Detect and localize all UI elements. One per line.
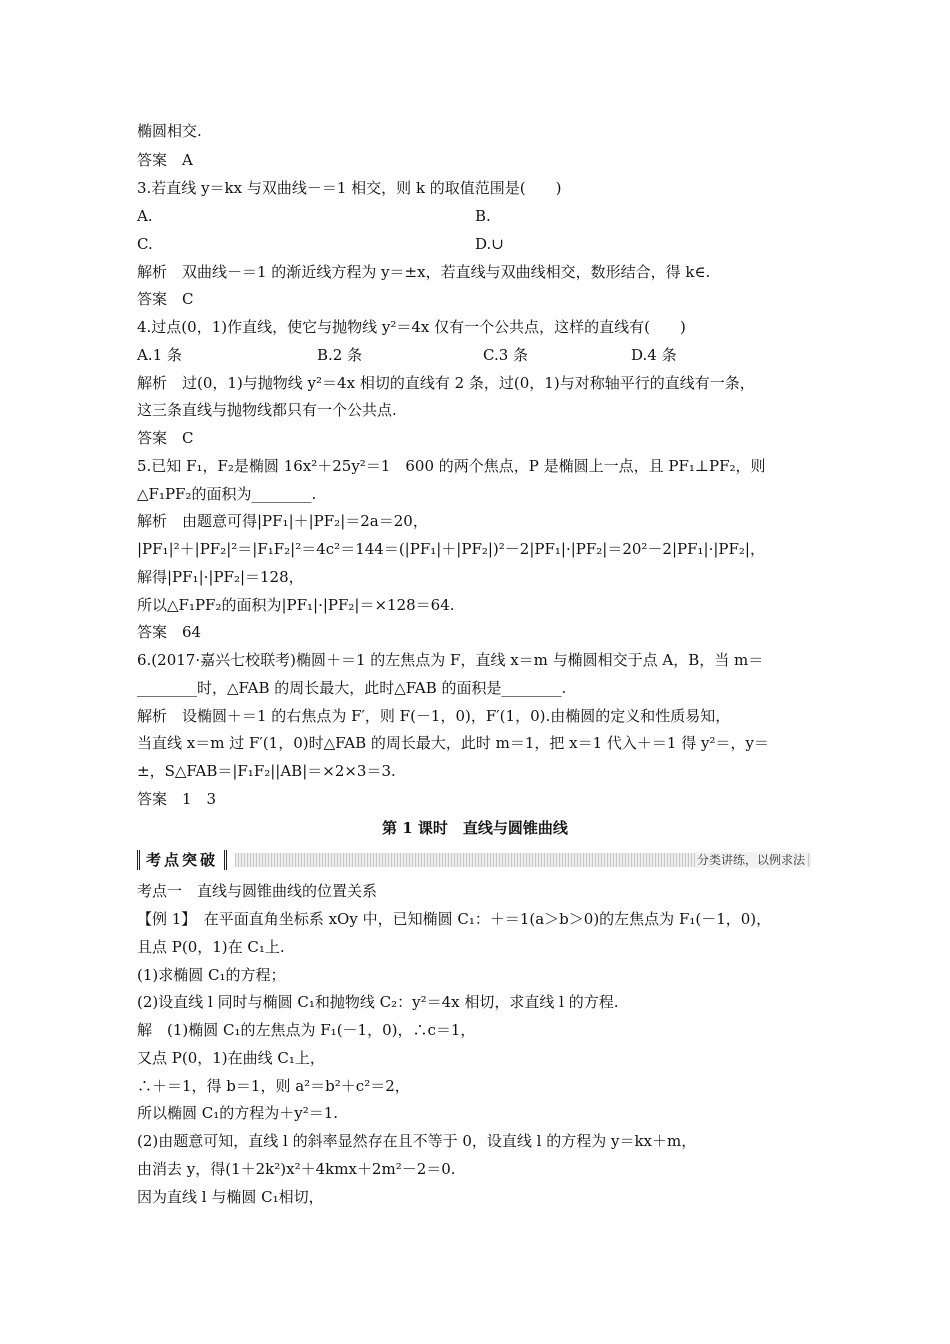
question-4: 4.过点(0，1)作直线，使它与抛物线 y²＝4x 仅有一个公共点，这样的直线有( ) [137, 318, 686, 336]
analysis-line: 解析 双曲线－＝1 的渐近线方程为 y＝±x，若直线与双曲线相交，数形结合，得 k∈. [137, 263, 711, 281]
answer-line: 答案 1 3 [137, 790, 217, 808]
banner-label: 考点突破 [137, 850, 227, 870]
option-d: D.4 条 [631, 346, 677, 364]
example-line: (1)求椭圆 C₁的方程； [137, 966, 286, 984]
solution-line: 又点 P(0，1)在曲线 C₁上， [137, 1049, 325, 1067]
answer-line: 答案 A [137, 151, 193, 169]
option-c: C.3 条 [483, 346, 529, 364]
example-line: 【例 1】 在平面直角坐标系 xOy 中，已知椭圆 C₁：＋＝1(a＞b＞0)的左焦点为 F₁(－1，0)， [137, 910, 772, 928]
analysis-line: ±，S△FAB＝|F₁F₂||AB|＝×2×3＝3. [137, 762, 396, 780]
analysis-line: 解得|PF₁|·|PF₂|＝128， [137, 568, 304, 586]
solution-line: 所以椭圆 C₁的方程为＋y²＝1. [137, 1104, 339, 1122]
option-c: C. [137, 235, 153, 253]
option-b: B. [475, 207, 491, 225]
analysis-line: 当直线 x＝m 过 F′(1，0)时△FAB 的周长最大，此时 m＝1，把 x＝1 代入＋＝1 得 y²＝，y＝ [137, 734, 769, 752]
solution-line: ∴＋＝1，得 b＝1，则 a²＝b²＋c²＝2， [137, 1077, 410, 1095]
question-6: ________时，△FAB 的周长最大，此时△FAB 的面积是________. [137, 679, 567, 697]
analysis-line: 这三条直线与抛物线都只有一个公共点. [137, 401, 397, 419]
solution-line: (2)由题意可知，直线 l 的斜率显然存在且不等于 0，设直线 l 的方程为 y＝kx＋m， [137, 1132, 697, 1150]
question-3: 3.若直线 y＝kx 与双曲线－＝1 相交，则 k 的取值范围是( ) [137, 179, 562, 197]
analysis-line: 解析 过(0，1)与抛物线 y²＝4x 相切的直线有 2 条，过(0，1)与对称轴平行的直线有一条， [137, 374, 755, 392]
solution-line: 解 (1)椭圆 C₁的左焦点为 F₁(－1，0)，∴c＝1， [137, 1021, 476, 1039]
question-5: 5.已知 F₁，F₂是椭圆 16x²＋25y²＝1 600 的两个焦点，P 是椭圆上一点，且 PF₁⊥PF₂，则 [137, 457, 766, 475]
option-b: B.2 条 [317, 346, 363, 364]
option-a: A. [137, 207, 153, 225]
solution-line: 因为直线 l 与椭圆 C₁相切， [137, 1188, 324, 1206]
example-line: (2)设直线 l 同时与椭圆 C₁和抛物线 C₂：y²＝4x 相切，求直线 l 的方程. [137, 993, 619, 1011]
example-line: 且点 P(0，1)在 C₁上. [137, 938, 285, 956]
answer-line: 答案 64 [137, 623, 202, 641]
solution-line: 由消去 y，得(1＋2k²)x²＋4kmx＋2m²－2＝0. [137, 1160, 456, 1178]
option-a: A.1 条 [137, 346, 182, 364]
question-6: 6.(2017·嘉兴七校联考)椭圆＋＝1 的左焦点为 F，直线 x＝m 与椭圆相交于点 A，B，当 m＝ [137, 651, 764, 669]
banner-subtitle: 分类讲练，以例求法 [696, 853, 805, 867]
section-banner [137, 850, 811, 870]
answer-line: 答案 C [137, 290, 194, 308]
answer-line: 答案 C [137, 429, 194, 447]
topic-heading: 考点一 直线与圆锥曲线的位置关系 [137, 882, 378, 900]
section-title: 第 1 课时 直线与圆锥曲线 [382, 819, 568, 837]
analysis-line: |PF₁|²＋|PF₂|²＝|F₁F₂|²＝4c²＝144＝(|PF₁|＋|PF₂|)²－2|PF₁|·|PF₂|＝20²－2|PF₁|·|PF₂|， [137, 540, 765, 558]
analysis-line: 所以△F₁PF₂的面积为|PF₁|·|PF₂|＝×128＝64. [137, 596, 455, 614]
analysis-line: 解析 由题意可得|PF₁|＋|PF₂|＝2a＝20， [137, 512, 428, 530]
text-line: 椭圆相交. [137, 122, 202, 140]
question-5: △F₁PF₂的面积为________. [137, 485, 317, 503]
option-d: D.∪ [475, 235, 504, 253]
analysis-line: 解析 设椭圆＋＝1 的右焦点为 F′，则 F(－1，0)，F′(1，0).由椭圆的定义和性质易知， [137, 707, 731, 725]
